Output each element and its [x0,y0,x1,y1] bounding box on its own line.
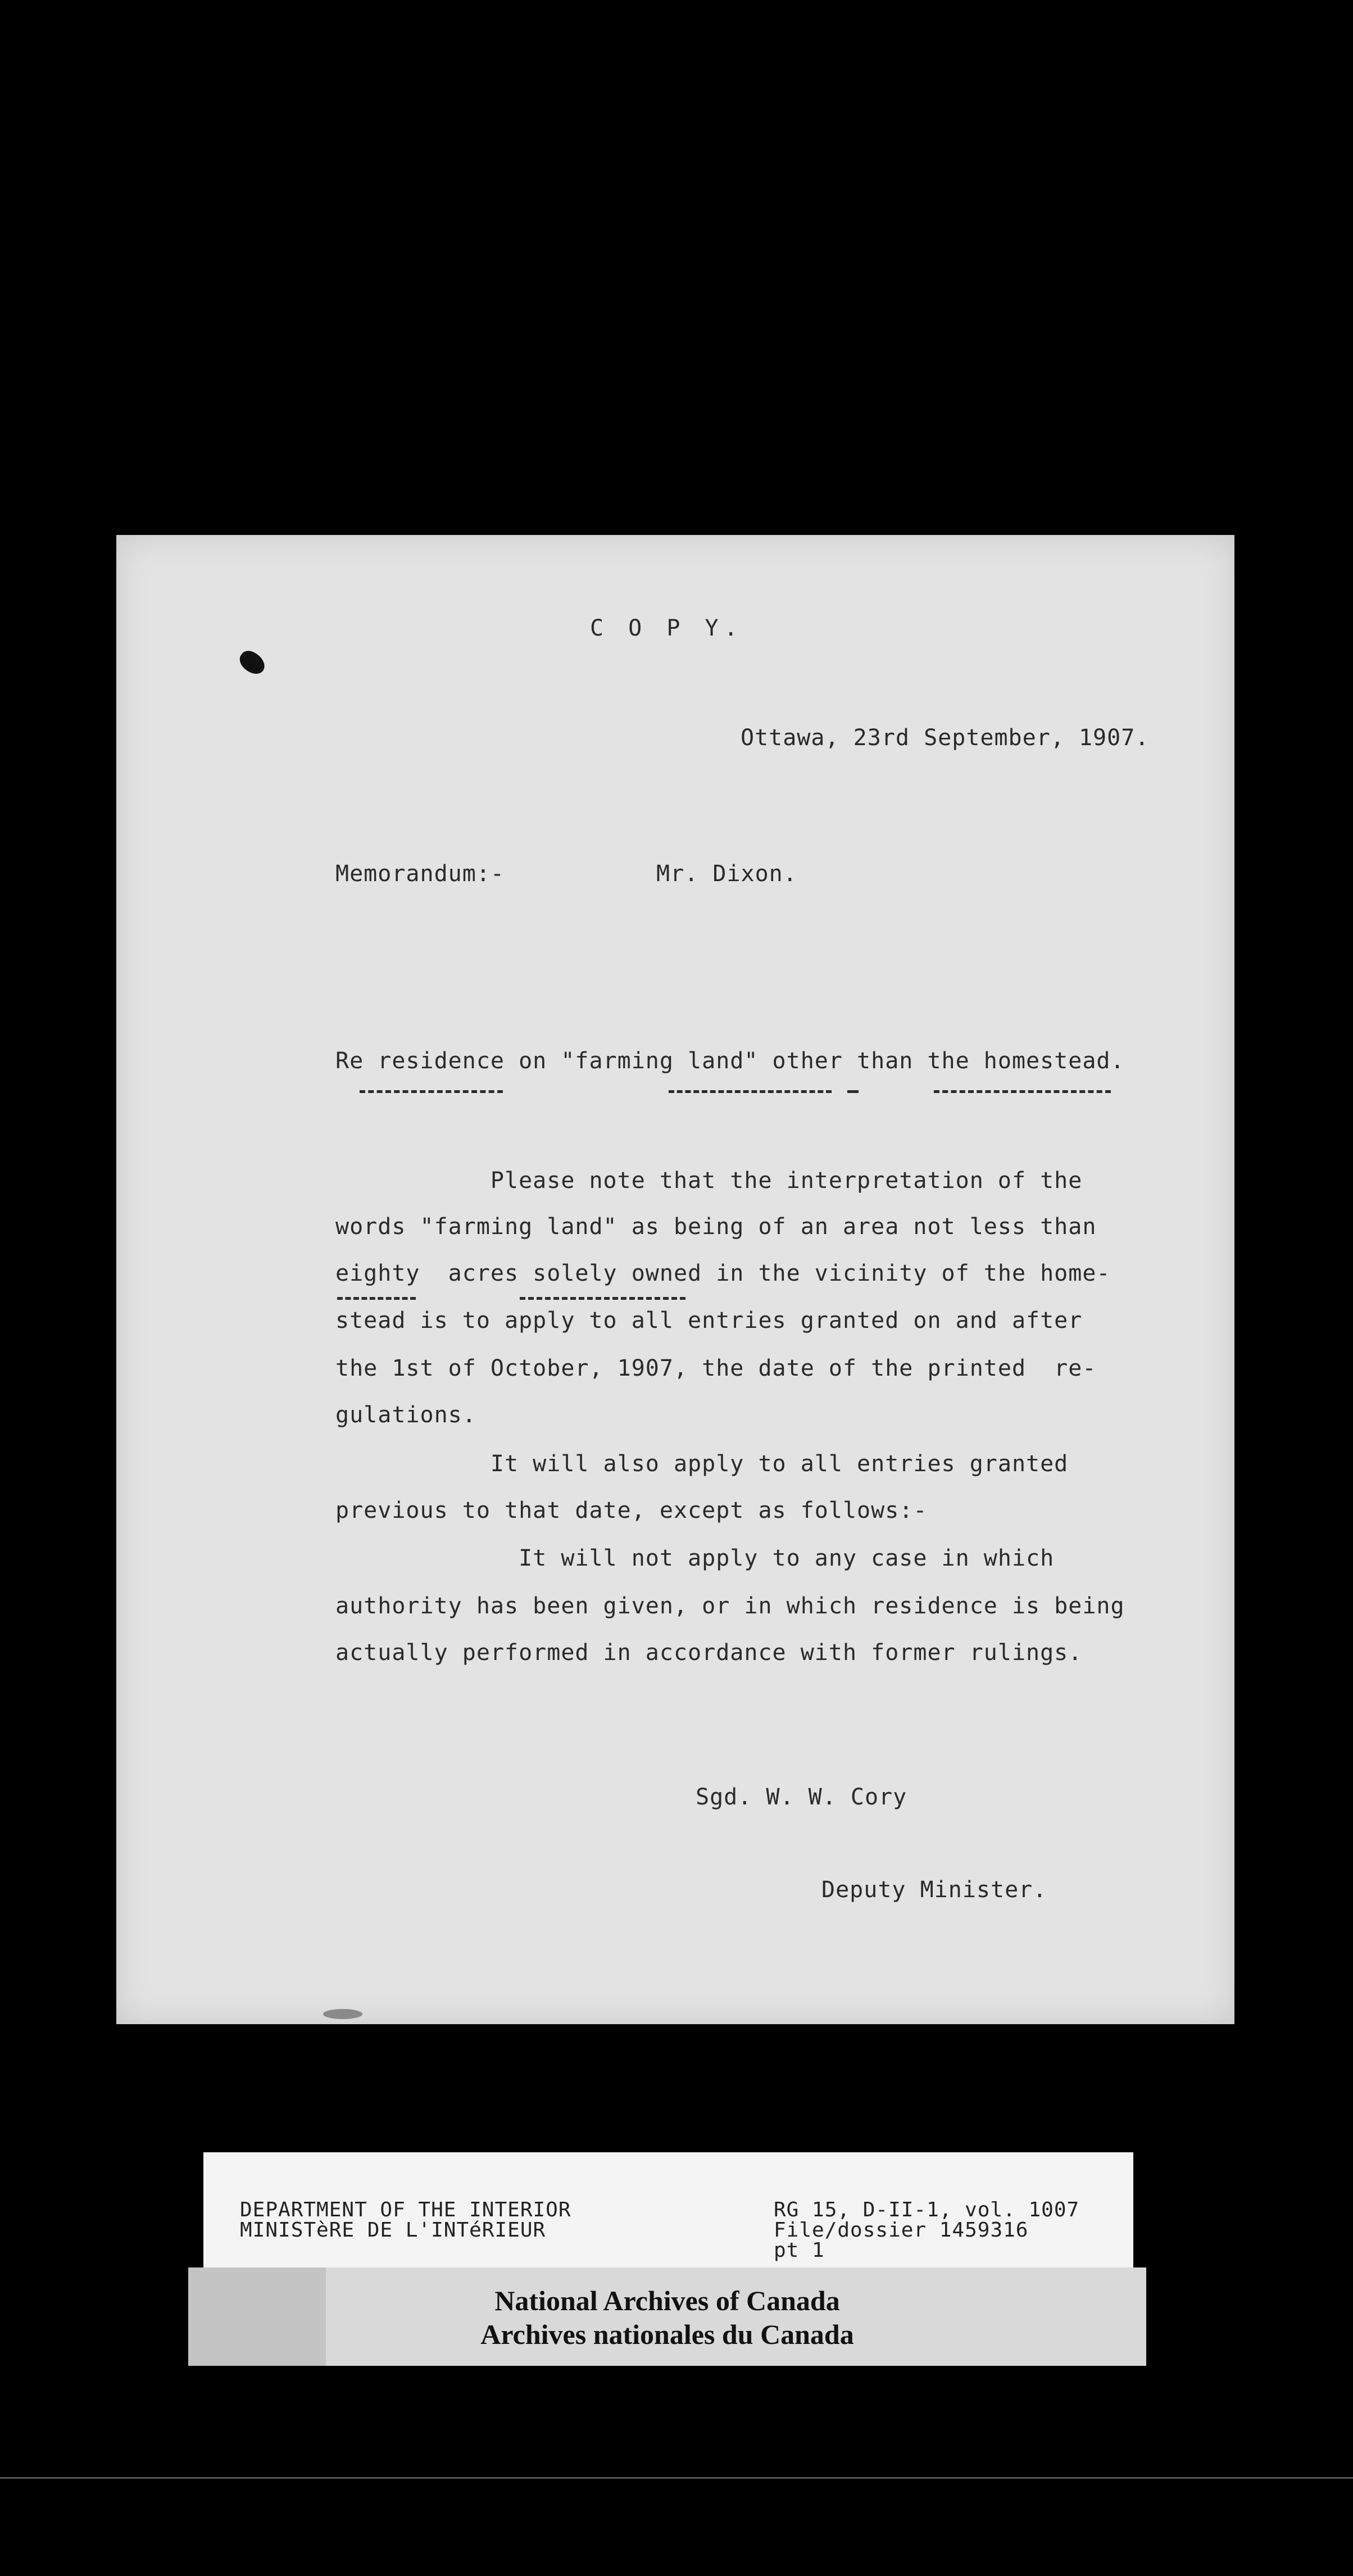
paper-mark [323,2009,362,2019]
emphasis-underline [337,1297,416,1300]
subject-line: Re residence on "farming land" other than the homestead. [335,1048,1125,1074]
archives-name-fr: Archives nationales du Canada [480,2319,854,2350]
department-en: DEPARTMENT OF THE INTERIOR [240,2198,571,2221]
body-line: previous to that date, except as follows:- [335,1498,928,1523]
body-line: eighty acres solely owned in the vicinity of the home- [335,1260,1111,1286]
subject-underline [934,1090,1111,1093]
body-line: Please note that the interpretation of the [335,1168,1083,1194]
archives-name-en: National Archives of Canada [494,2285,840,2316]
body-line: words "farming land" as being of an area not less than [335,1214,1097,1240]
body-line: It will also apply to all entries granted [335,1451,1069,1477]
body-line: gulations. [335,1402,476,1428]
signature: Sgd. W. W. Cory [696,1784,907,1810]
copy-heading: C O P Y. [590,615,743,641]
memo-recipient: Mr. Dixon. [656,861,797,887]
body-line: actually performed in accordance with former rulings. [335,1640,1083,1666]
body-line: It will not apply to any case in which [335,1545,1055,1571]
department-fr: MINISTèRE DE L'INTéRIEUR [240,2219,546,2242]
film-edge-line [0,2477,1353,2479]
emphasis-underline [520,1297,685,1300]
signature-title: Deputy Minister. [821,1877,1047,1903]
memo-label: Memorandum:- [335,861,505,887]
subject-underline [360,1090,503,1093]
part-number: pt 1 [774,2239,825,2262]
body-line: authority has been given, or in which residence is being [335,1593,1125,1619]
archives-stamp [188,2267,1146,2366]
subject-underline [847,1090,859,1093]
body-line: stead is to apply to all entries granted on and after [335,1308,1083,1334]
dateline: Ottawa, 23rd September, 1907. [741,725,1150,751]
body-line: the 1st of October, 1907, the date of the printed re- [335,1355,1097,1381]
file-number: File/dossier 1459316 [774,2219,1029,2242]
archive-label [203,2152,1133,2267]
subject-underline [669,1090,832,1093]
reference-number: RG 15, D-II-1, vol. 1007 [774,2198,1080,2221]
